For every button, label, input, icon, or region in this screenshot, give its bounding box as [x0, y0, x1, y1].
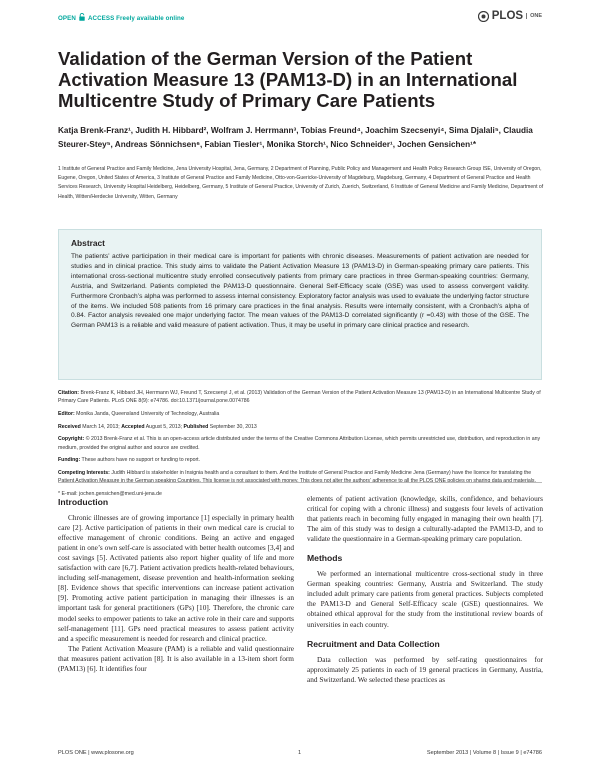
- funding-label: Funding:: [58, 457, 81, 464]
- page-footer: [58, 750, 542, 756]
- intro-paragraph-1: Chronic illnesses are of growing importance [1] especially in primary health care [2]. Active participation of patients in their own medical care is crucial to effective management of chronic conditions. Being an active and engaged patient in one’s own self-care is associated with better health outcomes [3,4] and cost savings [5]. Activated patients also report higher quality of life and more satisfaction with care [6,7]. Patient activation predicts health-related behaviours, including self-management, disease prevention and health-information seeking [8]. Evidence shows that specific interventions can increase patient activation [9]. Promoting active patient participation in managing their illnesses is an important task for general practitioners (GPs) [10]. Therefore, the chronic care model seeks to empower patients to take an active role in their care and supports self-management [11]. GPs need practical measures to assess patient activity and a specific measurement is needed for research and clinical practice.: [58, 513, 294, 643]
- open-label: OPEN: [58, 14, 76, 22]
- published-label: Published: [183, 423, 209, 430]
- journal-logo-suffix: ONE: [526, 13, 542, 19]
- funding-text: These authors have no support or funding to report.: [81, 457, 201, 464]
- divider: [58, 482, 542, 483]
- citation-label: Citation:: [58, 390, 80, 396]
- funding-line: [58, 456, 542, 464]
- footer-journal[interactable]: PLOS ONE | www.plosone.org: [58, 750, 134, 756]
- published-date: September 30, 2013: [209, 423, 257, 430]
- citation-line: [58, 389, 542, 405]
- plos-mark-icon: [478, 11, 489, 22]
- editor-label: Editor:: [58, 410, 75, 417]
- open-access-text: ACCESS Freely available online: [87, 14, 185, 22]
- open-access-badge[interactable]: [58, 13, 184, 23]
- copyright-text: © 2013 Brenk-Franz et al. This is an open-access article distributed under the terms of the Creative Commons Attribution License, which permits unrestricted use, distribution, and reproduction in any medium, provided the original author and source are credited.: [58, 436, 541, 451]
- methods-paragraph: We performed an international multicentre cross-sectional study in three German speaking countries: Germany, Austria and Switzerland. The study included adult primary care patients from general practices. Subjects completed the PAM13-D and General Self-Efficacy scale (GSE) questionnaires. We obtained ethical approval for the study from the institutional review boards of universities in each country.: [307, 569, 543, 629]
- email-text: * E-mail: jochen.gensichen@med.uni-jena.de: [58, 490, 162, 497]
- journal-logo-text: PLOS: [491, 10, 524, 22]
- accepted-label: Accepted: [121, 423, 145, 430]
- accepted-date: August 5, 2013;: [145, 423, 183, 430]
- open-lock-icon: [79, 13, 85, 23]
- dates-line: [58, 423, 542, 431]
- body-column-left: [58, 497, 294, 674]
- received-label: Received: [58, 423, 81, 430]
- abstract-heading: Abstract: [71, 238, 105, 248]
- page-number: 1: [298, 750, 302, 756]
- received-date: March 14, 2013;: [82, 423, 120, 430]
- author-list: Katja Brenk-Franz¹, Judith H. Hibbard², Wolfram J. Herrmann³, Tobias Freund⁴, Joachim Szecsenyi⁴, Sima Djalali⁵, Claudia Steurer-Stey⁵, Andreas Sönnichsen⁶, Fabian Tiesler¹, Monika Storch¹, Nico Schneider¹, Jochen Gensichen¹*: [58, 126, 533, 149]
- editor-line: [58, 410, 542, 418]
- body-column-right: [307, 494, 543, 685]
- competing-text: Judith Hibbard is stakeholder in Insignia health and a consultant to them. And the Institute of General Practice and Family Medicine Jena (Germany) have the licence for translating the Patient Activation Measure in the German speaking Countries. This license is not associated with money. This does not alter the authors’ adherence to all the PLOS ONE policies on sharing data and materials.: [58, 469, 536, 485]
- affiliations: 1 Institute of General Practice and Family Medicine, Jena University Hospital, Jena, Germany, 2 Department of Planning, Public Policy and Management and Health Policy Research Group ISE, University of Oregon, Eugene, Oregon, United States of America, 3 Institute of General Practice and Family Medicine, Otto-von-Guericke-University of Magdeburg, Magdeburg, Germany, 4 Department of General Practice and Health Services Research, University Hospital Heidelberg, Heidelberg, Germany, 5 Institute of General Practice, University of Zurich, Zuerich, Switzerland, 6 Institute of General Medicine and Family Medicine, Department of Health, Witten/Herdecke University, Witten, Germany: [58, 166, 544, 200]
- recruitment-paragraph: Data collection was performed by self-rating questionnaires for approximately 25 patients in each of 19 general practices in Germany, Austria, and Switzerland. We selected these practices as: [307, 654, 543, 684]
- competing-label: Competing Interests:: [58, 469, 110, 476]
- intro-paragraph-continued: elements of patient activation (knowledge, skills, confidence, and behaviours critical for coping with a chronic illness) and suggests four levels of activation that patients reach in becoming fully engaged in managing their own health [7]. The aim of this study was to design a culturally-adapted the PAM13-D, and to validate the questionnaire in a German-speaking primary care population.: [307, 494, 543, 544]
- journal-logo[interactable]: [478, 10, 542, 22]
- methods-heading: Methods: [307, 553, 343, 564]
- editor-text: Monika Janda, Queensland University of Technology, Australia: [76, 410, 220, 417]
- article-metadata: [58, 389, 542, 503]
- copyright-line: [58, 435, 542, 451]
- abstract-box: [58, 229, 542, 380]
- intro-paragraph-2: The Patient Activation Measure (PAM) is a reliable and valid questionnaire that measures patient activation [8]. It is also available in a 13-item short form (PAM13) [6]. It identifies four: [58, 643, 294, 673]
- introduction-heading: Introduction: [58, 497, 109, 507]
- abstract-text: The patients’ active participation in their medical care is important for patients with chronic diseases. Measurements of patient activation are needed for studies and in clinical practice. This study aims to validate the Patient Activation Measure 13 (PAM13-D) in German-speaking primary care patients. This international cross-sectional multicentre study enrolled consecutively patients from primary care practices in three German-speaking countries: Germany, Austria, and Switzerland. Patients completed the PAM13-D questionnaire. General Self-Efficacy scale (GSE) was used to assess convergent validity. Furthermore Cronbach’s alpha was performed to assess internal consistency. Exploratory factor analysis was used to evaluate the underlying factor structure of the items. We included 508 patients from 16 primary care practices in the final analysis. Results were internally consistent, with a Cronbach’s alpha of 0.84. Factor analysis revealed one major underlying factor. The mean values of the PAM13-D correlated significantly (r =0.43) with those of the GSE. The German PAM13 is a reliable and valid measure of patient activation. Thus, it may be useful in primary care clinical practice and research.: [71, 253, 529, 330]
- recruitment-heading: Recruitment and Data Collection: [307, 638, 440, 649]
- copyright-label: Copyright:: [58, 436, 85, 443]
- citation-text: Brenk-Franz K, Hibbard JH, Herrmann WJ, Freund T, Szecsenyi J, et al. (2013) Validation of the German Version of the Patient Activation Measure 13 (PAM13-D) in an International Multicentre Study of Primary Care Patients. PLoS ONE 8(9): e74786. doi:10.1371/journal.pone.0074786: [58, 390, 541, 405]
- article-title: Validation of the German Version of the Patient Activation Measure 13 (PAM13-D) in an International Multicentre Study of Primary Care Patients: [58, 48, 518, 111]
- footer-issue: September 2013 | Volume 8 | Issue 9 | e74786: [426, 750, 542, 756]
